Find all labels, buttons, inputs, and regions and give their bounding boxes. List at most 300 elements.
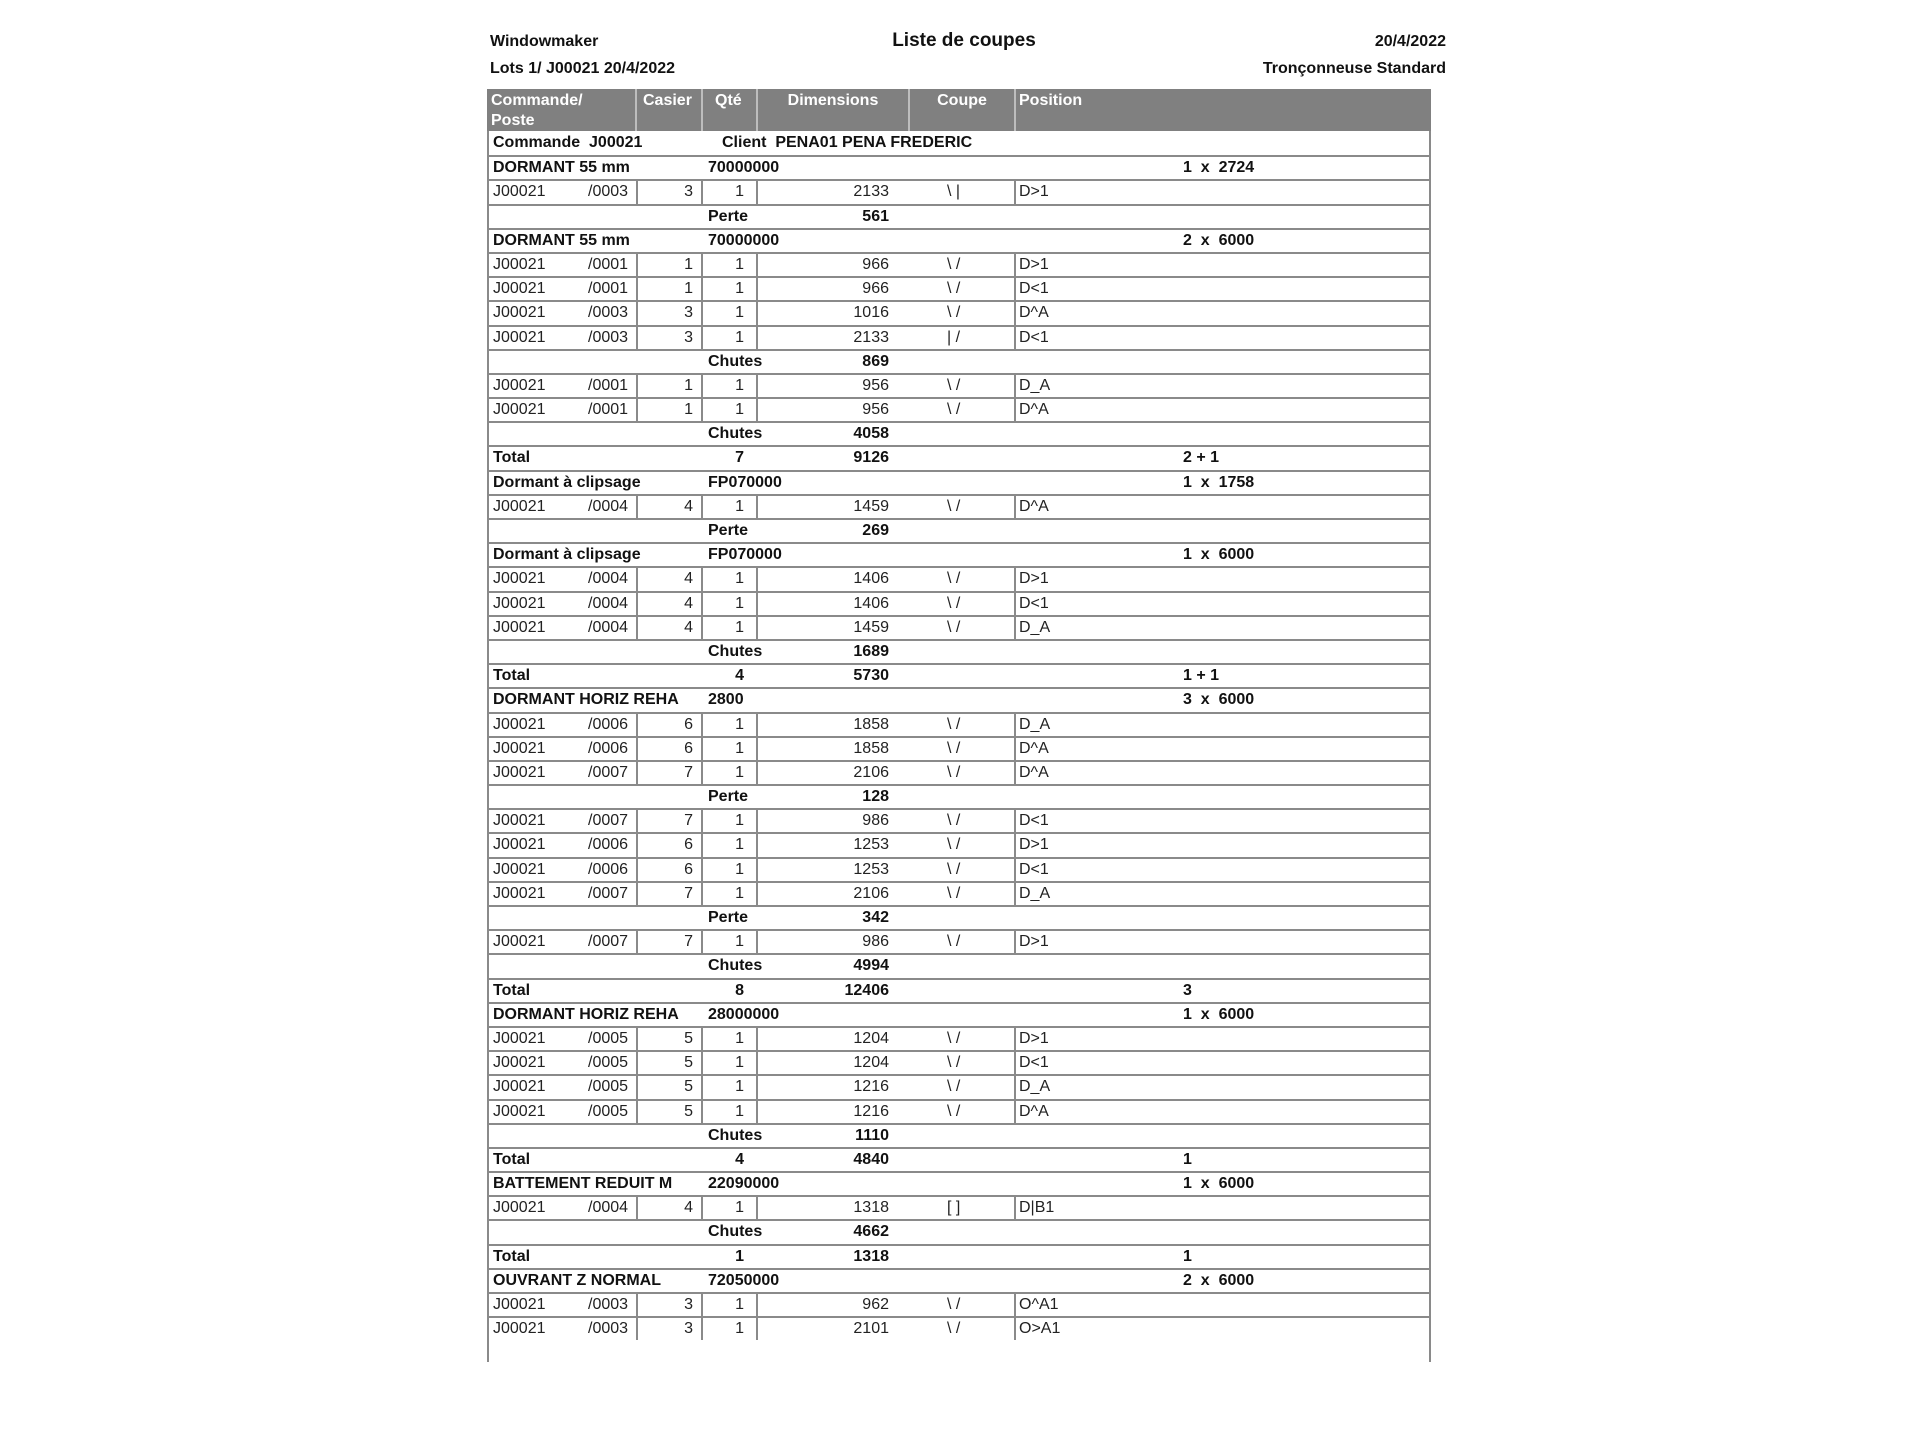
casier-cell: 4 <box>684 1199 693 1217</box>
cell-divider <box>701 883 703 905</box>
position-cell: D<1 <box>1019 812 1049 830</box>
coupe-cell: \ / <box>947 836 961 854</box>
coupe-cell: \ / <box>947 739 961 757</box>
dimensions-cell: 986 <box>862 933 889 951</box>
column-header-qte: Qté <box>715 92 742 109</box>
poste-cell: /0006 <box>588 715 629 733</box>
cell-divider <box>756 738 758 760</box>
casier-cell: 6 <box>684 715 693 733</box>
position-cell: D_A <box>1019 618 1051 636</box>
total-qty: 4 <box>735 667 744 685</box>
cut-list-table <box>487 89 1431 1362</box>
cell-divider <box>701 254 703 276</box>
total-bars: 1 <box>1183 1247 1192 1265</box>
table-row <box>487 1195 1431 1219</box>
table-row <box>487 373 1431 397</box>
table-header <box>487 89 1431 131</box>
table-row <box>487 591 1431 615</box>
casier-cell: 4 <box>684 497 693 515</box>
cell-divider <box>701 302 703 324</box>
column-divider <box>635 89 637 131</box>
cell-divider <box>701 399 703 421</box>
coupe-cell: \ / <box>947 570 961 588</box>
cell-divider <box>701 568 703 590</box>
coupe-cell: \ / <box>947 280 961 298</box>
qte-cell: 1 <box>735 1296 744 1313</box>
cell-divider <box>701 1101 703 1123</box>
total-row <box>487 1244 1431 1268</box>
commande-cell: J00021 <box>493 1054 546 1072</box>
poste-cell: /0001 <box>588 280 629 298</box>
commande-cell: J00021 <box>493 497 546 515</box>
dimensions-cell: 2106 <box>853 884 889 902</box>
cell-divider <box>636 859 638 881</box>
cell-divider <box>701 278 703 300</box>
dimensions-cell: 1406 <box>853 594 889 612</box>
total-row <box>487 663 1431 687</box>
position-cell: D>1 <box>1019 1029 1049 1047</box>
profile-code: 2800 <box>708 691 744 709</box>
bar-count: 1 x 6000 <box>1183 1005 1255 1023</box>
poste-cell: /0007 <box>588 763 629 781</box>
cell-divider <box>756 883 758 905</box>
cell-divider <box>1014 931 1016 953</box>
app-name: Windowmaker <box>490 33 599 50</box>
coupe-cell: \ / <box>947 1296 961 1313</box>
waste-label: Perte <box>708 788 749 806</box>
cell-divider <box>701 1076 703 1098</box>
total-qty: 1 <box>735 1247 744 1265</box>
commande-cell: J00021 <box>493 860 546 878</box>
waste-row <box>487 639 1431 663</box>
cell-divider <box>756 1294 758 1316</box>
waste-value: 4994 <box>853 957 889 975</box>
cell-divider <box>701 1318 703 1340</box>
commande-cell: J00021 <box>493 933 546 951</box>
waste-value: 1689 <box>853 642 889 660</box>
commande-cell: J00021 <box>493 1296 546 1313</box>
poste-cell: /0003 <box>588 328 629 346</box>
position-cell: D>1 <box>1019 570 1049 588</box>
coupe-cell: \ / <box>947 715 961 733</box>
cell-divider <box>636 834 638 856</box>
casier-cell: 5 <box>684 1054 693 1072</box>
total-bars: 1 + 1 <box>1183 667 1220 685</box>
position-cell: D^A <box>1019 1102 1049 1120</box>
cell-divider <box>1014 714 1016 736</box>
commande-cell: J00021 <box>493 594 546 612</box>
position-cell: D>1 <box>1019 255 1049 273</box>
cell-divider <box>636 1318 638 1340</box>
cell-divider <box>636 617 638 639</box>
qte-cell: 1 <box>735 594 744 612</box>
position-cell: D^A <box>1019 304 1049 322</box>
qte-cell: 1 <box>735 280 744 298</box>
coupe-cell: \ / <box>947 376 961 394</box>
cell-divider <box>636 327 638 349</box>
coupe-cell: \ / <box>947 1320 961 1338</box>
cell-divider <box>1014 302 1016 324</box>
cell-divider <box>1014 1318 1016 1340</box>
cell-divider <box>636 278 638 300</box>
table-row <box>487 857 1431 881</box>
coupe-cell: \ / <box>947 1029 961 1047</box>
total-qty: 4 <box>735 1150 744 1168</box>
cell-divider <box>701 327 703 349</box>
waste-row <box>487 905 1431 929</box>
cell-divider <box>1014 375 1016 397</box>
cell-divider <box>756 1028 758 1050</box>
casier-cell: 1 <box>684 255 693 273</box>
profile-code: 22090000 <box>708 1175 780 1193</box>
cell-divider <box>756 1052 758 1074</box>
cell-divider <box>701 181 703 203</box>
cell-divider <box>756 810 758 832</box>
casier-cell: 7 <box>684 933 693 951</box>
table-row <box>487 736 1431 760</box>
table-row <box>487 179 1431 203</box>
commande-cell: J00021 <box>493 183 546 201</box>
casier-cell: 6 <box>684 739 693 757</box>
cell-divider <box>701 1028 703 1050</box>
table-row <box>487 929 1431 953</box>
cell-divider <box>636 1294 638 1316</box>
column-divider <box>701 89 703 131</box>
bar-count: 1 x 1758 <box>1183 473 1255 491</box>
qte-cell: 1 <box>735 1078 744 1096</box>
qte-cell: 1 <box>735 739 744 757</box>
client-label: Client PENA01 PENA FREDERIC <box>722 134 973 151</box>
poste-cell: /0003 <box>588 1320 629 1338</box>
cell-divider <box>636 1028 638 1050</box>
column-header-casier: Casier <box>643 92 692 109</box>
commande-cell: J00021 <box>493 328 546 346</box>
coupe-cell: \ / <box>947 255 961 273</box>
cell-divider <box>701 762 703 784</box>
dimensions-cell: 1216 <box>853 1078 889 1096</box>
position-cell: D<1 <box>1019 594 1049 612</box>
dimensions-cell: 962 <box>862 1296 889 1313</box>
cell-divider <box>756 931 758 953</box>
cell-divider <box>756 278 758 300</box>
casier-cell: 7 <box>684 763 693 781</box>
cell-divider <box>756 593 758 615</box>
position-cell: D_A <box>1019 884 1051 902</box>
position-cell: D<1 <box>1019 280 1049 298</box>
column-header-position: Position <box>1019 92 1083 109</box>
table-row <box>487 325 1431 349</box>
waste-value: 4058 <box>853 425 889 443</box>
cell-divider <box>636 738 638 760</box>
table-row <box>487 712 1431 736</box>
cell-divider <box>636 496 638 518</box>
cell-divider <box>756 1318 758 1340</box>
coupe-cell: \ / <box>947 933 961 951</box>
commande-cell: J00021 <box>493 1320 546 1338</box>
commande-cell: J00021 <box>493 715 546 733</box>
casier-cell: 7 <box>684 812 693 830</box>
cell-divider <box>636 1076 638 1098</box>
commande-cell: J00021 <box>493 1199 546 1217</box>
dimensions-cell: 1406 <box>853 570 889 588</box>
casier-cell: 6 <box>684 860 693 878</box>
cell-divider <box>1014 399 1016 421</box>
cell-divider <box>636 254 638 276</box>
casier-cell: 3 <box>684 1296 693 1313</box>
qte-cell: 1 <box>735 860 744 878</box>
report-date: 20/4/2022 <box>1374 33 1446 50</box>
poste-cell: /0007 <box>588 933 629 951</box>
table-row <box>487 1099 1431 1123</box>
dimensions-cell: 2133 <box>853 328 889 346</box>
column-header-commande <box>491 89 583 131</box>
page-title: Liste de coupes <box>892 30 1036 51</box>
poste-cell: /0006 <box>588 860 629 878</box>
poste-cell: /0004 <box>588 497 629 515</box>
casier-cell: 7 <box>684 884 693 902</box>
cell-divider <box>636 714 638 736</box>
position-cell: D<1 <box>1019 1054 1049 1072</box>
profile-code: FP070000 <box>708 546 782 564</box>
dimensions-cell: 1204 <box>853 1029 889 1047</box>
casier-cell: 3 <box>684 1320 693 1338</box>
poste-cell: /0004 <box>588 570 629 588</box>
total-label: Total <box>493 1247 531 1265</box>
waste-row <box>487 421 1431 445</box>
column-header-dimensions: Dimensions <box>787 92 879 109</box>
commande-cell: J00021 <box>493 763 546 781</box>
dimensions-cell: 956 <box>862 376 889 394</box>
dimensions-cell: 966 <box>862 255 889 273</box>
profile-row <box>487 228 1431 252</box>
casier-cell: 1 <box>684 376 693 394</box>
position-cell: D|B1 <box>1019 1199 1055 1217</box>
profile-name: Dormant à clipsage <box>493 473 641 491</box>
cell-divider <box>756 1076 758 1098</box>
commande-cell: J00021 <box>493 304 546 322</box>
position-cell: D^A <box>1019 763 1049 781</box>
profile-row <box>487 470 1431 494</box>
casier-cell: 4 <box>684 594 693 612</box>
position-cell: D>1 <box>1019 183 1049 201</box>
profile-name: DORMANT HORIZ REHA <box>493 1005 679 1023</box>
casier-cell: 3 <box>684 304 693 322</box>
poste-cell: /0001 <box>588 255 629 273</box>
waste-row <box>487 349 1431 373</box>
table-row <box>487 1026 1431 1050</box>
waste-label: Chutes <box>708 425 763 443</box>
column-divider <box>1014 89 1016 131</box>
table-body <box>487 155 1431 1340</box>
waste-value: 561 <box>862 207 889 225</box>
bar-count: 2 x 6000 <box>1183 1271 1255 1289</box>
qte-cell: 1 <box>735 570 744 588</box>
dimensions-cell: 1858 <box>853 739 889 757</box>
dimensions-cell: 1216 <box>853 1102 889 1120</box>
dimensions-cell: 1204 <box>853 1054 889 1072</box>
cell-divider <box>701 1197 703 1219</box>
position-cell: D>1 <box>1019 933 1049 951</box>
commande-cell: J00021 <box>493 836 546 854</box>
dimensions-cell: 1858 <box>853 715 889 733</box>
table-row <box>487 1050 1431 1074</box>
profile-row <box>487 1268 1431 1292</box>
position-cell: D^A <box>1019 497 1049 515</box>
cell-divider <box>756 375 758 397</box>
cell-divider <box>701 810 703 832</box>
poste-cell: /0003 <box>588 304 629 322</box>
machine-info: Tronçonneuse Standard <box>1262 60 1446 77</box>
commande-cell: J00021 <box>493 570 546 588</box>
profile-row <box>487 155 1431 179</box>
cell-divider <box>636 568 638 590</box>
dimensions-cell: 1318 <box>853 1199 889 1217</box>
commande-cell: J00021 <box>493 376 546 394</box>
table-row <box>487 276 1431 300</box>
order-row <box>487 131 1431 155</box>
cell-divider <box>636 302 638 324</box>
cell-divider <box>1014 1294 1016 1316</box>
coupe-cell: | / <box>947 328 961 346</box>
cell-divider <box>1014 327 1016 349</box>
cell-divider <box>756 1101 758 1123</box>
waste-label: Chutes <box>708 352 763 370</box>
cell-divider <box>756 302 758 324</box>
total-qty: 7 <box>735 449 744 467</box>
table-row <box>487 1316 1431 1340</box>
coupe-cell: \ / <box>947 401 961 419</box>
total-value: 12406 <box>844 981 889 999</box>
cell-divider <box>701 593 703 615</box>
cell-divider <box>701 931 703 953</box>
commande-cell: J00021 <box>493 812 546 830</box>
qte-cell: 1 <box>735 183 744 201</box>
position-cell: D_A <box>1019 1078 1051 1096</box>
waste-label: Perte <box>708 207 749 225</box>
qte-cell: 1 <box>735 618 744 636</box>
commande-cell: J00021 <box>493 280 546 298</box>
cell-divider <box>701 375 703 397</box>
commande-cell: J00021 <box>493 1078 546 1096</box>
qte-cell: 1 <box>735 401 744 419</box>
qte-cell: 1 <box>735 1199 744 1217</box>
bar-count: 2 x 6000 <box>1183 231 1255 249</box>
order-label: Commande J00021 <box>493 134 643 151</box>
coupe-cell: \ / <box>947 1054 961 1072</box>
qte-cell: 1 <box>735 304 744 322</box>
coupe-cell: \ / <box>947 594 961 612</box>
qte-cell: 1 <box>735 715 744 733</box>
qte-cell: 1 <box>735 255 744 273</box>
cell-divider <box>701 859 703 881</box>
cell-divider <box>701 617 703 639</box>
casier-cell: 5 <box>684 1078 693 1096</box>
dimensions-cell: 1459 <box>853 497 889 515</box>
table-row <box>487 494 1431 518</box>
waste-value: 1110 <box>855 1126 889 1144</box>
dimensions-cell: 1016 <box>853 304 889 322</box>
commande-cell: J00021 <box>493 255 546 273</box>
waste-row <box>487 1123 1431 1147</box>
waste-value: 4662 <box>853 1223 889 1241</box>
cell-divider <box>756 762 758 784</box>
cell-divider <box>756 617 758 639</box>
waste-row <box>487 1219 1431 1243</box>
cell-divider <box>756 859 758 881</box>
cell-divider <box>1014 738 1016 760</box>
total-qty: 8 <box>735 981 744 999</box>
dimensions-cell: 2101 <box>853 1320 889 1338</box>
cell-divider <box>636 810 638 832</box>
table-row <box>487 300 1431 324</box>
poste-cell: /0006 <box>588 836 629 854</box>
commande-cell: J00021 <box>493 884 546 902</box>
profile-code: 70000000 <box>708 231 780 249</box>
waste-label: Chutes <box>708 642 763 660</box>
cell-divider <box>756 399 758 421</box>
commande-cell: J00021 <box>493 1029 546 1047</box>
cell-divider <box>1014 1076 1016 1098</box>
cell-divider <box>1014 810 1016 832</box>
commande-cell: J00021 <box>493 1102 546 1120</box>
poste-cell: /0007 <box>588 812 629 830</box>
waste-label: Perte <box>708 909 749 926</box>
profile-name: DORMANT 55 mm <box>493 159 630 177</box>
cell-divider <box>756 1197 758 1219</box>
qte-cell: 1 <box>735 1054 744 1072</box>
cell-divider <box>636 1101 638 1123</box>
total-row <box>487 1147 1431 1171</box>
total-label: Total <box>493 449 531 467</box>
total-label: Total <box>493 667 531 685</box>
casier-cell: 6 <box>684 836 693 854</box>
dimensions-cell: 1459 <box>853 618 889 636</box>
total-row <box>487 445 1431 469</box>
cell-divider <box>1014 181 1016 203</box>
position-cell: O>A1 <box>1019 1320 1061 1338</box>
commande-cell: J00021 <box>493 739 546 757</box>
dimensions-cell: 2133 <box>853 183 889 201</box>
total-bars: 3 <box>1183 981 1192 999</box>
cell-divider <box>756 327 758 349</box>
cell-divider <box>701 834 703 856</box>
bar-count: 1 x 6000 <box>1183 546 1255 564</box>
profile-name: DORMANT 55 mm <box>493 231 630 249</box>
cell-divider <box>1014 496 1016 518</box>
position-cell: D<1 <box>1019 860 1049 878</box>
cell-divider <box>701 738 703 760</box>
profile-name: OUVRANT Z NORMAL <box>493 1271 661 1289</box>
coupe-cell: \ / <box>947 884 961 902</box>
cell-divider <box>756 714 758 736</box>
waste-label: Perte <box>708 522 749 539</box>
qte-cell: 1 <box>735 933 744 951</box>
profile-row <box>487 1002 1431 1026</box>
cell-divider <box>701 1294 703 1316</box>
waste-row <box>487 518 1431 542</box>
cell-divider <box>636 1052 638 1074</box>
waste-label: Chutes <box>708 957 763 975</box>
cell-divider <box>636 931 638 953</box>
casier-cell: 1 <box>684 401 693 419</box>
cell-divider <box>1014 1052 1016 1074</box>
waste-row <box>487 784 1431 808</box>
column-header-commande-label: Commande/ <box>491 92 583 109</box>
column-header-poste-label: Poste <box>491 112 535 129</box>
cell-divider <box>636 593 638 615</box>
qte-cell: 1 <box>735 1102 744 1120</box>
table-row <box>487 397 1431 421</box>
